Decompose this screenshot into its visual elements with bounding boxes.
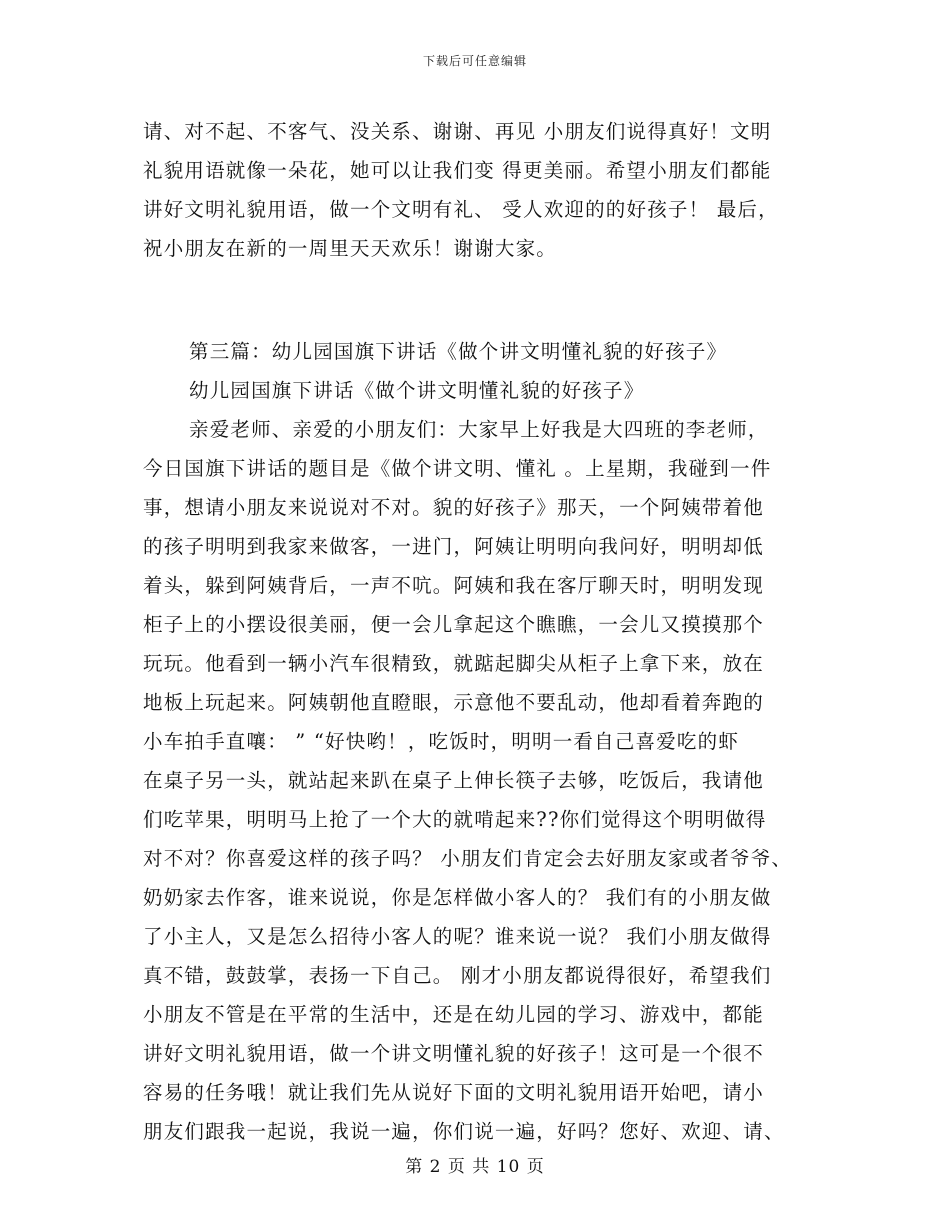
text-line: 朋友们跟我一起说，我说一遍，你们说一遍，好吗？您好、欢迎、请、 [143,1120,785,1143]
text-line: 对不对？你喜爱这样的孩子吗？ 小朋友们肯定会去好朋友家或者爷爷、 [143,847,793,870]
text-line: 着头，躲到阿姨背后，一声不吭。阿姨和我在客厅聊天时，明明发现 [143,574,765,597]
page-number: 第 2 页 共 10 页 [405,1157,545,1177]
text-line: 小朋友不管是在平常的生活中，还是在幼儿园的学习、游戏中，都能 [143,1003,765,1026]
text-line: 礼貌用语就像一朵花，她可以让我们变 得更美丽。希望小朋友们都能 [143,159,772,182]
text-line: 真不错，鼓鼓掌，表扬一下自己。 刚才小朋友都说得很好，希望我们 [143,964,772,987]
text-line: 小车拍手直嚷： ” “好快哟！，吃饭时，明明一看自己喜爱吃的虾 [143,730,740,753]
text-line: 请、对不起、不客气、没关系、谢谢、再见 小朋友们说得真好！文明 [143,120,772,143]
text-line: 今日国旗下讲话的题目是《做个讲文明、懂礼 。上星期，我碰到一件 [143,457,772,480]
text-line: 柜子上的小摆设很美丽，便一会儿拿起这个瞧瞧，一会儿又摸摸那个 [143,613,765,636]
text-line: 地板上玩起来。阿姨朝他直瞪眼，示意他不要乱动，他却看着奔跑的 [143,691,765,714]
text-line: 了小主人，又是怎么招待小客人的呢？谁来说一说？ 我们小朋友做得 [143,925,772,948]
text-line: 们吃苹果，明明马上抢了一个大的就啃起来??你们觉得这个明明做得 [143,808,767,831]
salutation-line: 亲爱老师、亲爱的小朋友们：大家早上好我是大四班的李老师， [189,418,769,441]
text-line: 事，想请小朋友来说说对不对。貌的好孩子》那天，一个阿姨带着他 [143,496,765,519]
text-line: 奶奶家去作客，谁来说说，你是怎样做小客人的？ 我们有的小朋友做 [143,886,772,909]
text-line: 的孩子明明到我家来做客，一进门，阿姨让明明向我问好，明明却低 [143,535,765,558]
text-line: 祝小朋友在新的一周里天天欢乐！谢谢大家。 [143,237,558,260]
page-header-note: 下载后可任意编辑 [422,54,527,68]
text-line: 玩玩。他看到一辆小汽车很精致，就踮起脚尖从柜子上拿下来，放在 [143,652,765,675]
text-line: 在桌子另一头，就站起来趴在桌子上伸长筷子去够，吃饭后，我请他 [143,769,765,792]
text-line: 讲好文明礼貌用语，做一个文明有礼、 受人欢迎的的好孩子！ 最后， [143,198,779,221]
section-gap [143,268,833,332]
section-heading: 第三篇：幼儿园国旗下讲话《做个讲文明懂礼貌的好孩子》 [189,340,728,363]
section-title: 幼儿园国旗下讲话《做个讲文明懂礼貌的好孩子》 [189,379,645,402]
text-line: 容易的任务哦！就让我们先从说好下面的文明礼貌用语开始吧，请小 [143,1081,765,1104]
document-body [143,112,833,1151]
text-line: 讲好文明礼貌用语，做一个讲文明懂礼貌的好孩子！这可是一个很不 [143,1042,765,1065]
